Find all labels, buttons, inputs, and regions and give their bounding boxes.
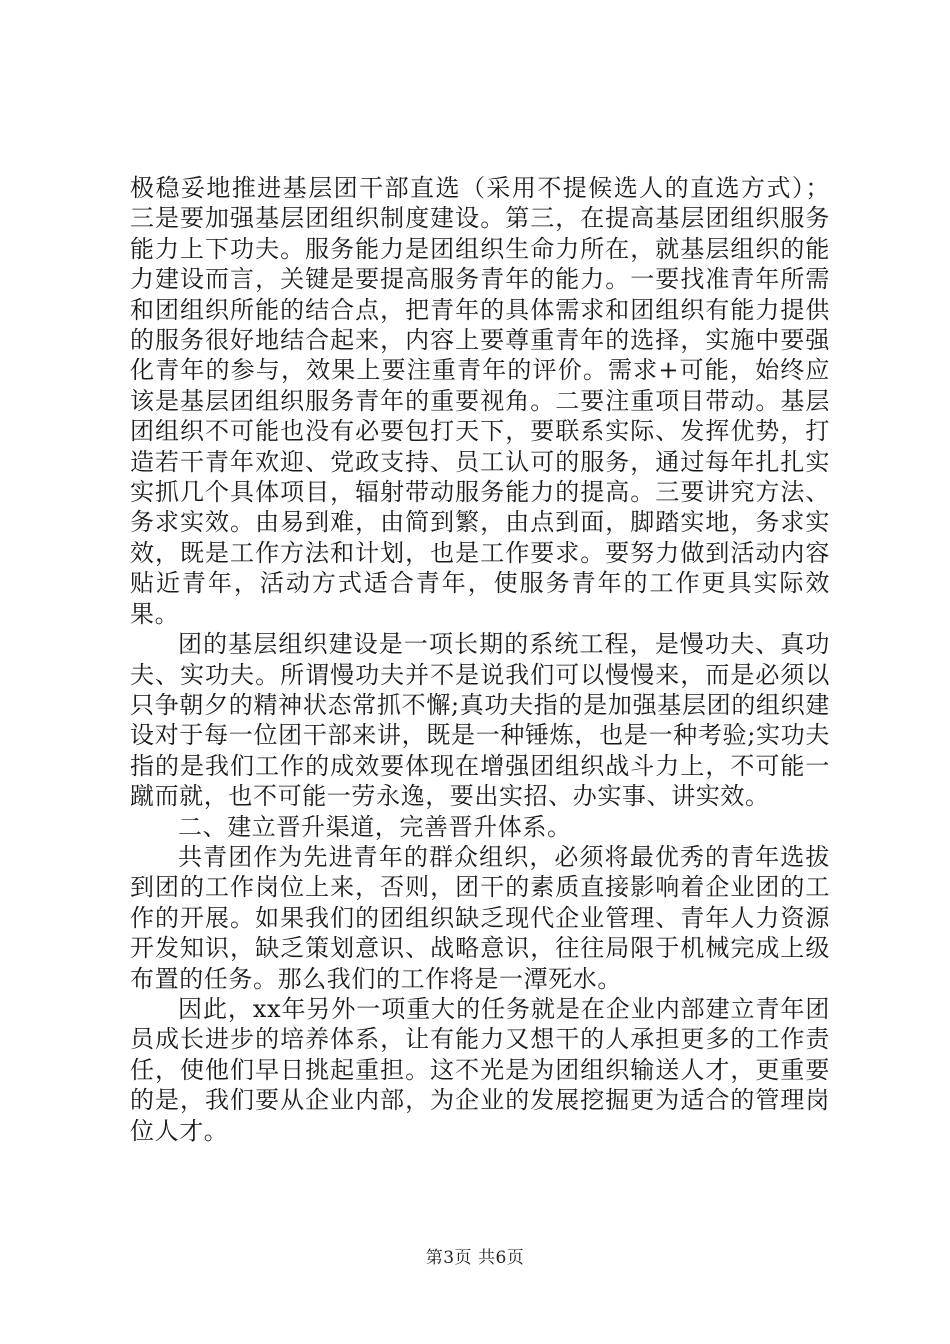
section-heading: 二、建立晋升渠道，完善晋升体系。	[178, 812, 572, 841]
paragraph-1: 极稳妥地推进基层团干部直选（采用不提候选人的直选方式）；三是要加强基层团组织制度建设。第三，在提高基层团组织服务能力上下功夫。服务能力是团组织生命力所在，就基层组织的能力建设而言，关键是要提高服务青年的能力。一要找准青年所需和团组织所能的结合点，把青年的具体需求和团组织有能力提供的服务很好地结合起来，内容上要尊重青年的选择，实施中要强化青年的参与，效果上要注重青年的评价。需求+可能，始终应该是基层团组织服务青年的重要视角。二要注重项目带动。基层团组织不可能也没有必要包打天下，要联系实际、发挥优势，打造若干青年欢迎、党政支持、员工认可的服务，通过每年扎扎实实抓几个具体项目，辐射带动服务能力的提高。三要讲究方法、务求实效。由易到难，由简到繁，由点到面，脚踏实地，务求实效，既是工作方法和计划，也是工作要求。要努力做到活动内容贴近青年，活动方式适合青年，使服务青年的工作更具实际效果。	[130, 174, 830, 628]
paragraph-3: 共青团作为先进青年的群众组织，必须将最优秀的青年选拔到团的工作岗位上来，否则，团干的素质直接影响着企业团的工作的开展。如果我们的团组织缺乏现代企业管理、青年人力资源开发知识，缺乏策划意识、战略意识，往往局限于机械完成上级布置的任务。那么我们的工作将是一潭死水。	[130, 842, 830, 993]
page-number-footer: 第3页 共6页	[425, 1248, 525, 1268]
paragraph-4: 因此，xx年另外一项重大的任务就是在企业内部建立青年团员成长进步的培养体系，让有能力又想干的人承担更多的工作责任，使他们早日挑起重担。这不光是为团组织输送人才，更重要的是，我们要从企业内部，为企业的发展挖掘更为适合的管理岗位人才。	[130, 994, 830, 1145]
document-body	[130, 173, 830, 1146]
paragraph-2: 团的基层组织建设是一项长期的系统工程，是慢功夫、真功夫、实功夫。所谓慢功夫并不是说我们可以慢慢来，而是必须以只争朝夕的精神状态常抓不懈;真功夫指的是加强基层团的组织建设对于每一位团干部来讲，既是一种锤炼，也是一种考验;实功夫指的是我们工作的成效要体现在增强团组织战斗力上，不可能一蹴而就，也不可能一劳永逸，要出实招、办实事、讲实效。	[130, 630, 830, 811]
